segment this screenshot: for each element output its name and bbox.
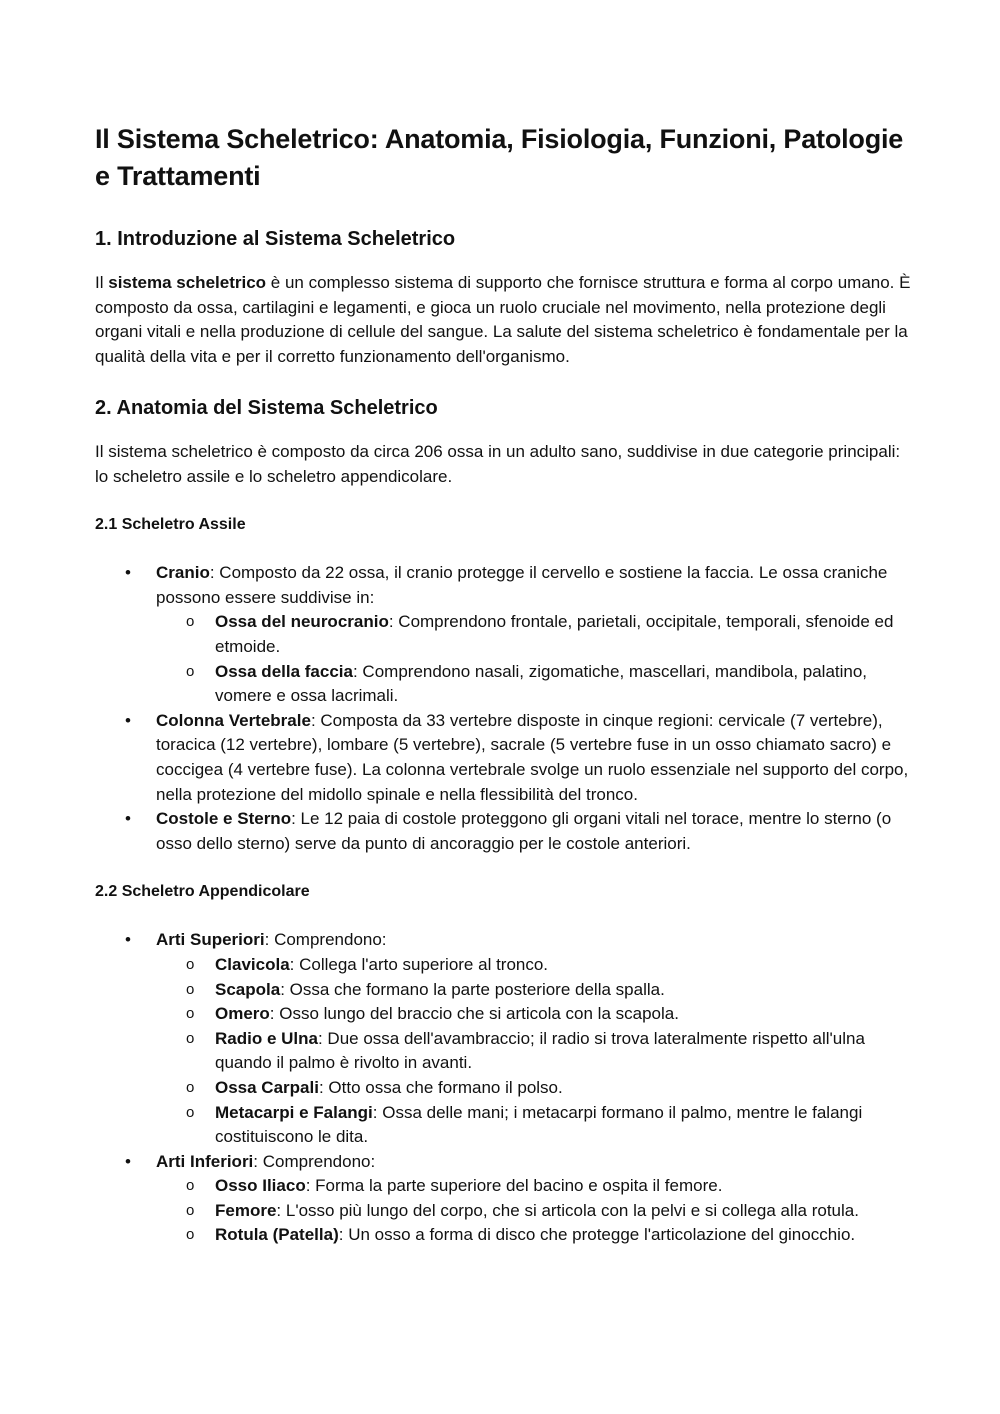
list-item bbox=[95, 928, 915, 1149]
list-item-text: : Composto da 22 ossa, il cranio protegge il cervello e sostiene la faccia. Le ossa craniche possono essere suddivise in: bbox=[156, 563, 888, 607]
section-heading-introduction: 1. Introduzione al Sistema Scheletrico bbox=[95, 228, 456, 250]
sublist-item bbox=[155, 1076, 915, 1101]
list-item-term: Arti Inferiori bbox=[156, 1151, 254, 1171]
sublist-item-term: Ossa Carpali bbox=[215, 1077, 319, 1097]
sublist-item bbox=[155, 1101, 915, 1150]
sublist-item bbox=[155, 1174, 915, 1199]
anatomy-paragraph: Il sistema scheletrico è composto da circa 206 ossa in un adulto sano, suddivise in due categorie principali: lo scheletro assile e lo scheletro appendicolare. bbox=[95, 441, 901, 486]
lower-limbs-sublist bbox=[156, 1174, 915, 1248]
sublist-item-term: Clavicola bbox=[215, 954, 290, 974]
list-item-text: : Le 12 paia di costole proteggono gli organi vitali nel torace, mentre lo sterno (o osso dello sterno) serve da punto di ancoraggio per le costole anteriori. bbox=[156, 809, 892, 853]
document-title: Il Sistema Scheletrico: Anatomia, Fisiologia, Funzioni, Patologie e Trattamenti bbox=[95, 124, 904, 191]
introduction-paragraph bbox=[95, 271, 915, 370]
sublist-item-term: Ossa della faccia bbox=[215, 661, 353, 681]
list-item-text: : Comprendono: bbox=[264, 930, 387, 950]
sublist-item-term: Scapola bbox=[215, 979, 281, 999]
list-item-text: : Comprendono: bbox=[253, 1151, 376, 1171]
list-item-term: Costole e Sterno bbox=[156, 809, 292, 829]
upper-limbs-sublist bbox=[156, 953, 915, 1150]
sublist-item bbox=[155, 953, 915, 978]
sublist-item-term: Metacarpi e Falangi bbox=[215, 1102, 373, 1122]
sublist-item-term: Osso Iliaco bbox=[215, 1176, 306, 1196]
sublist-item bbox=[155, 1002, 915, 1027]
sublist-item-text: : Un osso a forma di disco che protegge l'articolazione del ginocchio. bbox=[338, 1225, 856, 1245]
sublist-item bbox=[155, 1027, 915, 1076]
sublist-item-term: Ossa del neurocranio bbox=[215, 612, 389, 632]
sublist-item-term: Omero bbox=[215, 1004, 270, 1024]
sublist-item-text: : Otto ossa che formano il polso. bbox=[318, 1077, 563, 1097]
sublist-item bbox=[155, 978, 915, 1003]
list-item bbox=[95, 709, 915, 807]
sublist-item-text: : Ossa delle mani; i metacarpi formano il palmo, mentre le falangi costituiscono le dita. bbox=[215, 1102, 863, 1147]
intro-text-rest: è un complesso sistema di supporto che fornisce struttura e forma al corpo umano. È composto da ossa, cartilagini e legamenti, e gioca un ruolo cruciale nel movimento, nella protezione degli organi vitali e nella produzione di cellule del sangue. La salute del sistema scheletrico è fondamentale per la qualità della vita e per il corretto funzionamento dell'organismo. bbox=[95, 273, 911, 367]
list-item-text: : Composta da 33 vertebre disposte in cinque regioni: cervicale (7 vertebre), toracica (12 vertebre), lombare (5 vertebre), sacrale (5 vertebre fuse in un osso chiamato sacro) e coccigea (4 vertebre fuse). La colonna vertebrale svolge un ruolo essenziale nel supporto del corpo, nella protezione del midollo spinale e nella flessibilità del tronco. bbox=[156, 710, 909, 804]
sublist-item-text: : Due ossa dell'avambraccio; il radio si trova lateralmente rispetto all'ulna quando il palmo è rivolto in avanti. bbox=[215, 1028, 865, 1073]
section-heading-anatomy: 2. Anatomia del Sistema Scheletrico bbox=[95, 396, 438, 419]
list-item-term: Arti Superiori bbox=[156, 930, 265, 950]
list-item bbox=[95, 807, 915, 856]
list-item-term: Cranio bbox=[156, 563, 210, 583]
sublist-item-term: Femore bbox=[215, 1200, 277, 1220]
list-item-term: Colonna Vertebrale bbox=[156, 710, 311, 730]
subsection-heading-axial: 2.1 Scheletro Assile bbox=[95, 516, 246, 534]
sublist-item-text: : Forma la parte superiore del bacino e ospita il femore. bbox=[305, 1176, 723, 1196]
cranium-sublist bbox=[156, 610, 915, 708]
sublist-item-term: Rotula (Patella) bbox=[215, 1225, 339, 1245]
sublist-item-text: : Comprendono frontale, parietali, occipitale, temporali, sfenoide ed etmoide. bbox=[215, 612, 894, 656]
sublist-item bbox=[155, 1223, 915, 1248]
sublist-item-text: : Osso lungo del braccio che si articola con la scapola. bbox=[269, 1004, 679, 1024]
subsection-heading-appendicular: 2.2 Scheletro Appendicolare bbox=[95, 883, 310, 901]
intro-text-start: Il bbox=[95, 273, 109, 292]
document-content bbox=[95, 121, 915, 1272]
sublist-item bbox=[155, 1199, 915, 1224]
intro-bold-term: sistema scheletrico bbox=[108, 273, 267, 292]
appendicular-skeleton-list bbox=[95, 928, 915, 1248]
list-item bbox=[95, 561, 915, 709]
list-item bbox=[95, 1150, 915, 1248]
sublist-item-term: Radio e Ulna bbox=[215, 1028, 318, 1048]
sublist-item bbox=[155, 610, 915, 659]
axial-skeleton-list bbox=[95, 561, 915, 856]
sublist-item-text: : Comprendono nasali, zigomatiche, mascellari, mandibola, palatino, vomere e ossa lacrimali. bbox=[215, 661, 868, 706]
sublist-item-text: : Collega l'arto superiore al tronco. bbox=[289, 954, 549, 974]
sublist-item bbox=[155, 660, 915, 709]
sublist-item-text: : Ossa che formano la parte posteriore della spalla. bbox=[280, 979, 665, 999]
sublist-item-text: : L'osso più lungo del corpo, che si articola con la pelvi e si collega alla rotula. bbox=[276, 1200, 859, 1220]
